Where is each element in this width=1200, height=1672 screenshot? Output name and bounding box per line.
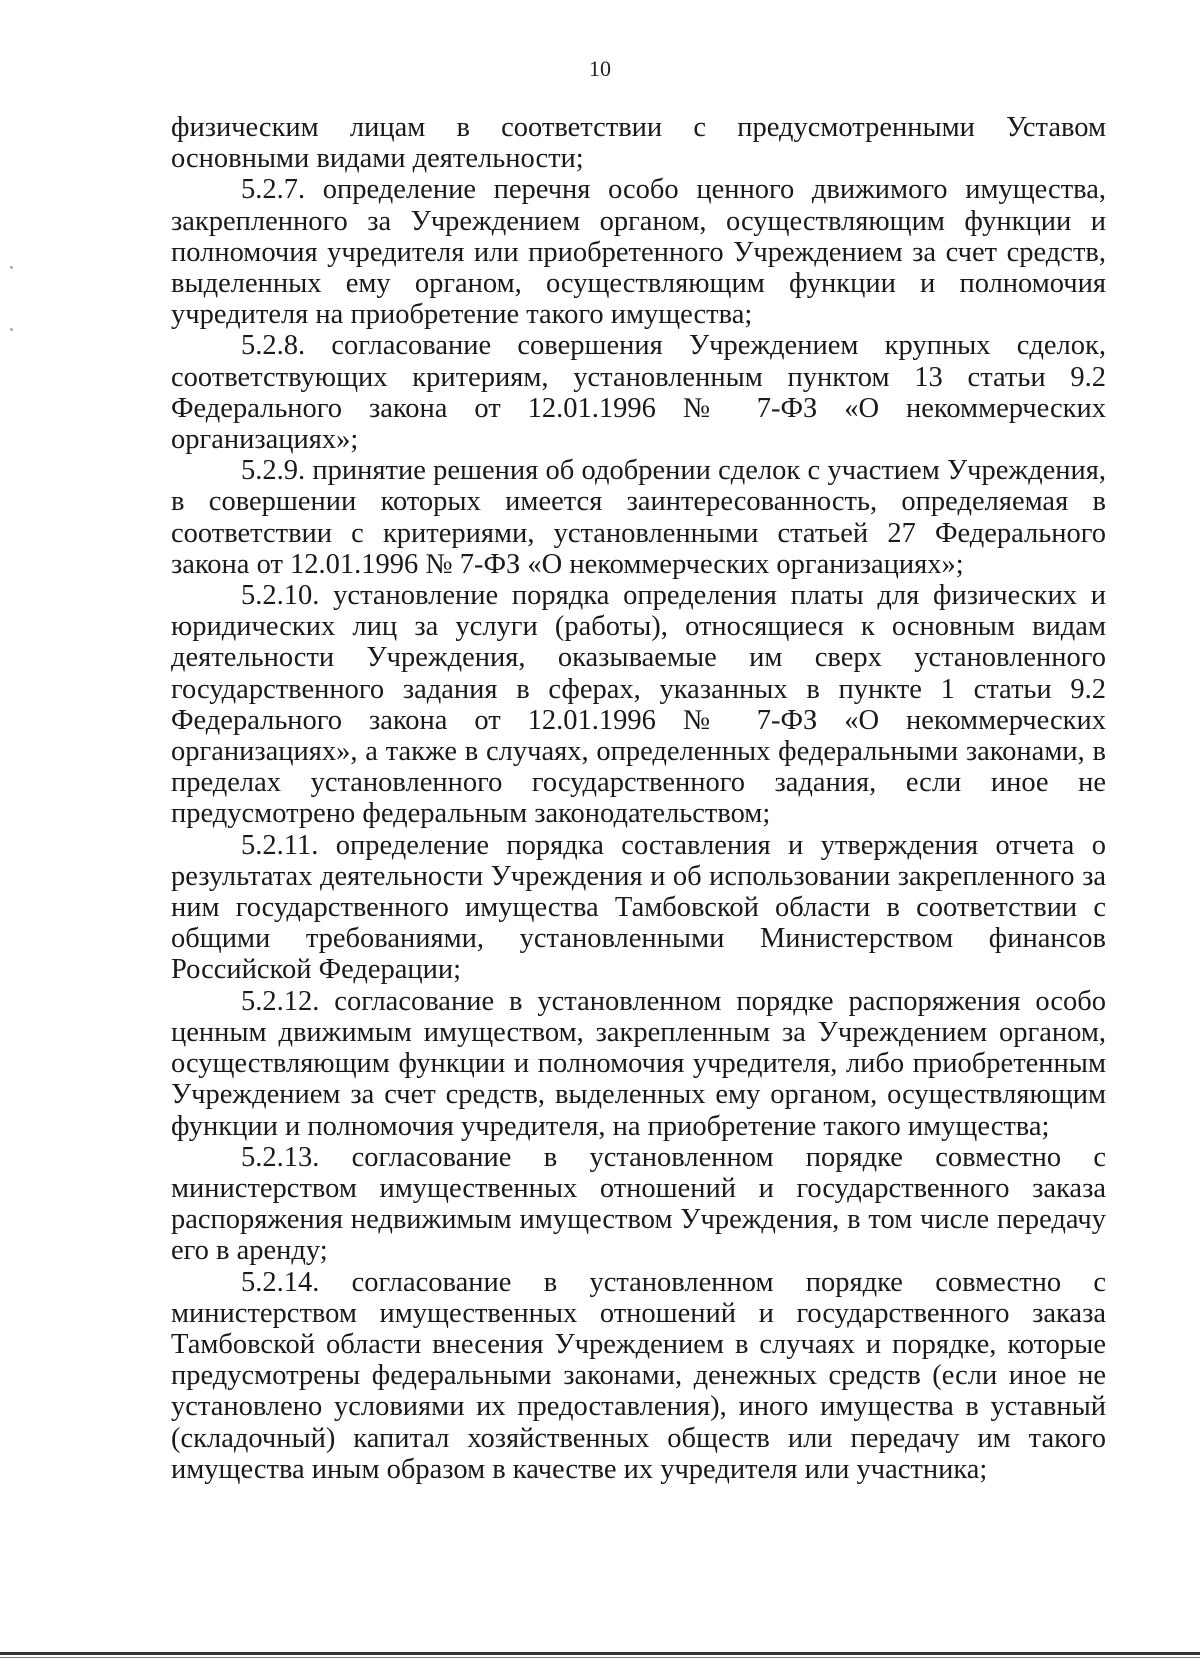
paragraph-5-2-9: 5.2.9. принятие решения об одобрении сделок с участием Учреждения, в совершении которых имеется заинтересованность, определяемая в соответствии с критериями, установленными статьей 27 Федерального закона от 12.01.1996 № 7-ФЗ «О некоммерческих организациях»; bbox=[171, 455, 1106, 580]
paragraph-5-2-10: 5.2.10. установление порядка определения платы для физических и юридических лиц за услуги (работы), относящиеся к основным видам деятельности Учреждения, оказываемые им сверх установленного государственного задания в сферах, указанных в пункте 1 статьи 9.2 Федерального закона от 12.01.1996 № 7-ФЗ «О некоммерческих организациях», а также в случаях, определенных федеральными законами, в пределах установленного государственного задания, если иное не предусмотрено федеральным законодательством; bbox=[171, 580, 1106, 830]
paragraph-5-2-7: 5.2.7. определение перечня особо ценного движимого имущества, закрепленного за Учреждением органом, осуществляющим функции и полномочия учредителя или приобретенного Учреждением за счет средств, выделенных ему органом, осуществляющим функции и полномочия учредителя на приобретение такого имущества; bbox=[171, 174, 1106, 331]
document-body bbox=[171, 112, 1106, 1485]
paragraph-5-2-14: 5.2.14. согласование в установленном порядке совместно с министерством имущественных отношений и государственного заказа Тамбовской области внесения Учреждением в случаях и порядке, которые предусмотрены федеральными законами, денежных средств (если иное не установлено условиями их предоставления), иного имущества в уставный (складочный) капитал хозяйственных обществ или передачу им такого имущества иным образом в качестве их учредителя или участника; bbox=[171, 1266, 1106, 1485]
scan-speck bbox=[10, 266, 13, 269]
scan-speck bbox=[10, 328, 13, 331]
paragraph-5-2-13: 5.2.13. согласование в установленном порядке совместно с министерством имущественных отношений и государственного заказа распоряжения недвижимым имуществом Учреждения, в том числе передачу его в аренду; bbox=[171, 1141, 1106, 1267]
page-number: 10 bbox=[589, 56, 611, 81]
paragraph-continuation: физическим лицам в соответствии с предусмотренными Уставом основными видами деятельности; bbox=[171, 112, 1106, 175]
paragraph-5-2-12: 5.2.12. согласование в установленном порядке распоряжения особо ценным движимым имуществом, закрепленным за Учреждением органом, осуществляющим функции и полномочия учредителя, либо приобретенным Учреждением за счет средств, выделенных ему органом, осуществляющим функции и полномочия учредителя, на приобретение такого имущества; bbox=[171, 985, 1106, 1142]
paragraph-5-2-11: 5.2.11. определение порядка составления и утверждения отчета о результатах деятельности Учреждения и об использовании закрепленного за ним государственного имущества Тамбовской области в соответствии с общими требованиями, установленными Министерством финансов Российской Федерации; bbox=[171, 829, 1106, 986]
paragraph-5-2-8: 5.2.8. согласование совершения Учреждением крупных сделок, соответствующих критериям, установленным пунктом 13 статьи 9.2 Федерального закона от 12.01.1996 № 7-ФЗ «О некоммерческих организациях»; bbox=[171, 330, 1106, 456]
bottom-scan-edge-line-thin bbox=[0, 1657, 1200, 1658]
bottom-scan-edge-line bbox=[0, 1652, 1200, 1655]
